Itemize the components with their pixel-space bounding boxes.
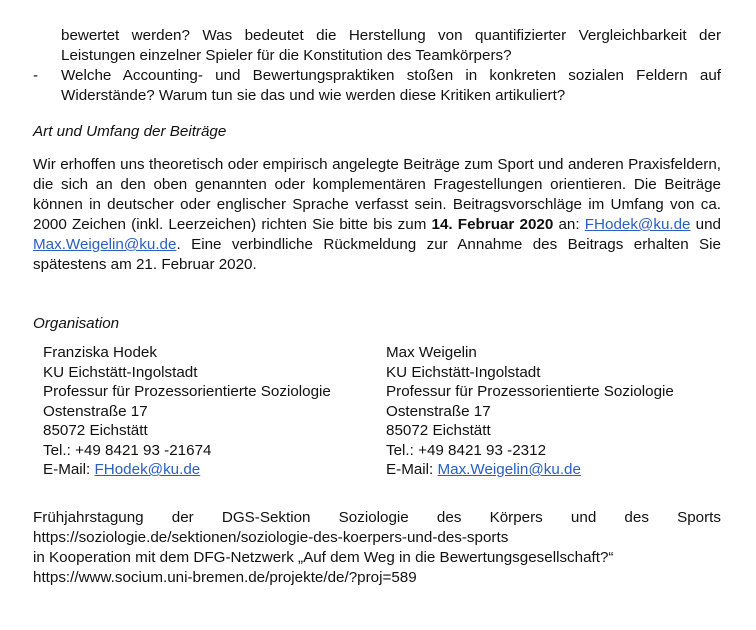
footer-word: Sports <box>677 509 721 526</box>
footer-cooperation: in Kooperation mit dem DFG-Netzwerk „Auf dem Weg in die Bewertungsgesellschaft?“ <box>33 549 614 566</box>
contact-email-row <box>386 460 674 480</box>
contribution-paragraph <box>33 155 721 275</box>
email-link-weigelin[interactable]: Max.Weigelin@ku.de <box>33 236 177 253</box>
footer-url-socium: https://www.socium.uni-bremen.de/projekte/de/?proj=589 <box>33 569 417 586</box>
section-heading: Art und Umfang der Beiträge <box>33 123 227 140</box>
question-continuation: bewertet werden? Was bedeutet die Herstellung von quantifizierter Vergleichbarkeit der Leistungen einzelner Spieler für die Konstitution des Teamkörpers? <box>61 27 721 64</box>
question-list-item <box>33 66 721 106</box>
contact-name: Max Weigelin <box>386 344 477 361</box>
footer-url-dgs: https://soziologie.de/sektionen/soziologie-des-koerpers-und-des-sports <box>33 529 509 546</box>
contact-role: Professur für Prozessorientierte Soziologie <box>43 383 331 400</box>
contact-email-row <box>43 460 331 480</box>
contact-city: 85072 Eichstätt <box>386 422 491 439</box>
email-label: E-Mail: <box>386 461 438 478</box>
contact-phone: Tel.: +49 8421 93 -2312 <box>386 441 547 459</box>
contact-phone: Tel.: +49 8421 93 -21674 <box>43 441 212 459</box>
paragraph-text-3: . Eine verbindliche Rückmeldung zur Annahme des Beitrags erhalten Sie spätestens am 21. Februar 2020. <box>33 236 721 273</box>
paragraph-text-and: und <box>690 216 722 233</box>
contact-institution: KU Eichstätt-Ingolstadt <box>43 363 198 381</box>
footer-word: Soziologie <box>338 509 409 526</box>
contact-email-link[interactable]: Max.Weigelin@ku.de <box>437 461 581 478</box>
contact-street: Ostenstraße 17 <box>386 402 491 420</box>
contact-hodek <box>43 343 331 480</box>
email-link-hodek[interactable]: FHodek@ku.de <box>584 216 691 233</box>
organisation-heading: Organisation <box>33 315 120 332</box>
footer-word: der <box>171 509 194 526</box>
contact-role: Professur für Prozessorientierte Soziologie <box>386 383 674 400</box>
question-text: Welche Accounting- und Bewertungspraktiken stoßen in konkreten sozialen Feldern auf Widerstände? Warum tun sie das und wie werden diese Kritiken artikuliert? <box>61 67 721 104</box>
paragraph-text-2: an: <box>553 216 585 233</box>
conference-footer <box>33 508 721 588</box>
contact-weigelin <box>386 343 674 480</box>
contact-institution: KU Eichstätt-Ingolstadt <box>386 363 541 381</box>
email-label: E-Mail: <box>43 461 95 478</box>
deadline-date: 14. Februar 2020 <box>431 216 554 233</box>
footer-word: des <box>436 509 462 526</box>
list-dash: - <box>33 67 39 84</box>
footer-word: des <box>624 509 649 526</box>
contact-street: Ostenstraße 17 <box>43 402 148 420</box>
contact-email-link[interactable]: FHodek@ku.de <box>94 461 201 478</box>
footer-word: Frühjahrstagung <box>33 509 144 526</box>
contact-name: Franziska Hodek <box>43 344 157 361</box>
footer-word: DGS-Sektion <box>221 509 311 526</box>
footer-line-1 <box>33 508 721 528</box>
contact-city: 85072 Eichstätt <box>43 422 148 439</box>
footer-word: und <box>570 509 597 526</box>
footer-word: Körpers <box>489 509 543 526</box>
paragraph-text-1: Wir erhoffen uns theoretisch oder empirisch angelegte Beiträge zum Sport und anderen Praxisfeldern, die sich an den oben genannten oder komplementären Fragestellungen orientieren. Die Beiträge können in deutscher oder englischer Sprache verfasst sein. Beitragsvorschläge im Umfang von ca. 2000 Zeichen (inkl. Leerzeichen) richten Sie bitte bis zum <box>33 156 721 233</box>
